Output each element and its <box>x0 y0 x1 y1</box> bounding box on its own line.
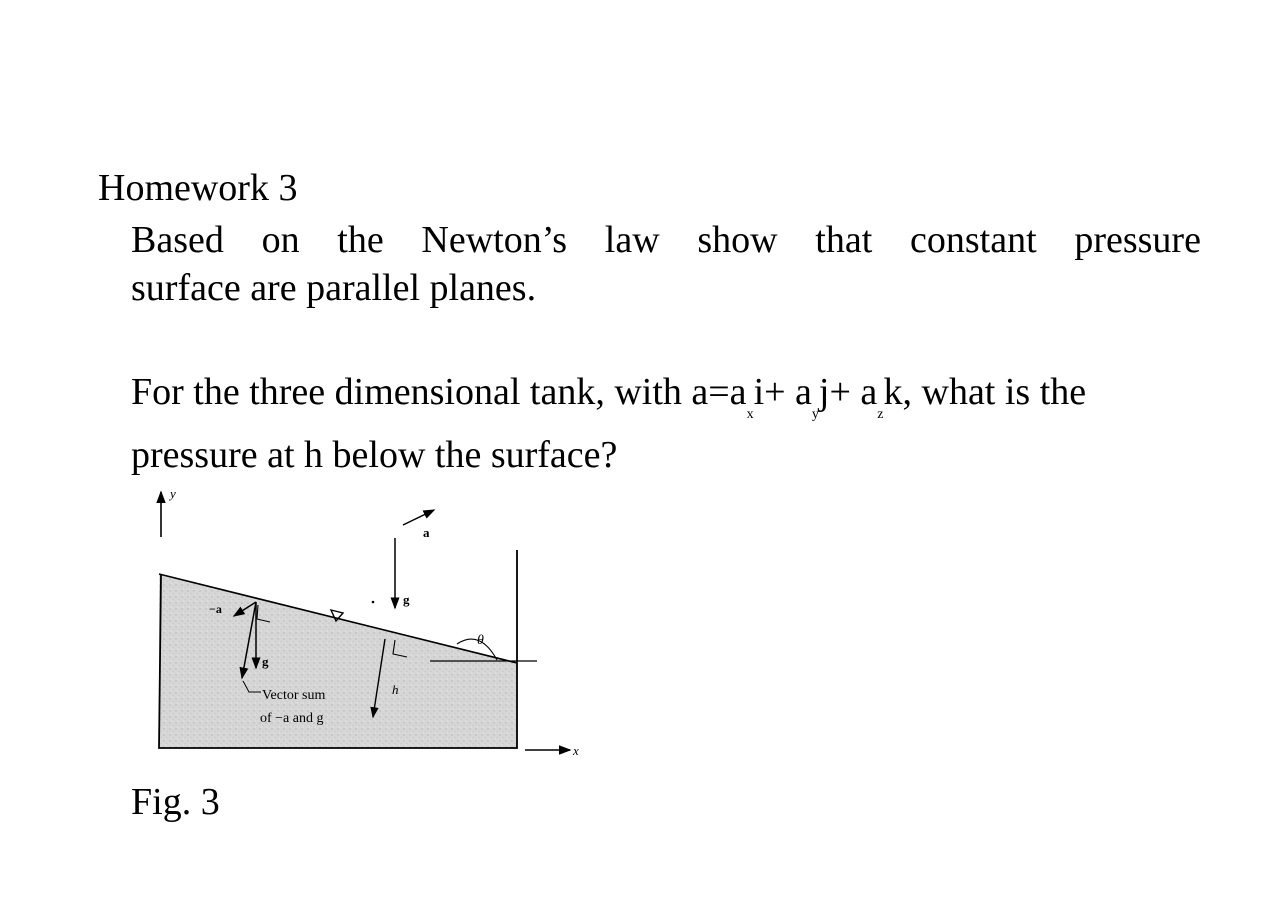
word: law <box>604 219 660 261</box>
word: pressure <box>1074 219 1201 261</box>
word: that <box>815 219 873 261</box>
subscript-z: z <box>877 407 884 422</box>
vector-sum-label-line2: of −a and g <box>260 711 324 726</box>
word: on <box>261 219 300 261</box>
tank-figure <box>145 482 595 772</box>
paragraph-tank-question <box>131 365 1201 483</box>
vector-sum-label-line1: Vector sum <box>262 688 326 703</box>
subscript-x: x <box>746 407 754 422</box>
theta-label: θ <box>477 633 484 648</box>
text-segment: For the three dimensional tank, with a=a <box>131 371 747 413</box>
word: show <box>697 219 778 261</box>
word: constant <box>909 219 1037 261</box>
word: the <box>337 219 384 261</box>
subscript-y: y <box>811 407 819 422</box>
gravity-left-label: g <box>262 654 269 669</box>
paragraph-tank-line2: pressure at h below the surface? <box>131 434 618 476</box>
homework-title: Homework 3 <box>98 167 298 209</box>
tank-diagram <box>145 482 595 772</box>
x-axis-label: x <box>573 743 579 758</box>
depth-label: h <box>392 682 399 697</box>
word: Based <box>131 219 224 261</box>
text-segment: j+ a <box>818 371 878 413</box>
negative-acceleration-label: −a <box>209 602 222 616</box>
paragraph-newton-line1 <box>131 216 1201 264</box>
text-segment: i+ a <box>753 371 812 413</box>
figure-caption: Fig. 3 <box>131 781 220 823</box>
paragraph-newton <box>131 216 1201 312</box>
paragraph-tank-line1 <box>131 365 1201 428</box>
acceleration-arrow <box>403 510 434 525</box>
word: Newton’s <box>421 219 568 261</box>
paragraph-newton-line2: surface are parallel planes. <box>131 267 537 309</box>
text-segment: k, what is the <box>883 371 1087 413</box>
y-axis-label: y <box>170 486 176 501</box>
gravity-label: g <box>403 592 410 607</box>
acceleration-label: a <box>423 525 430 540</box>
dot-mark <box>372 601 375 604</box>
